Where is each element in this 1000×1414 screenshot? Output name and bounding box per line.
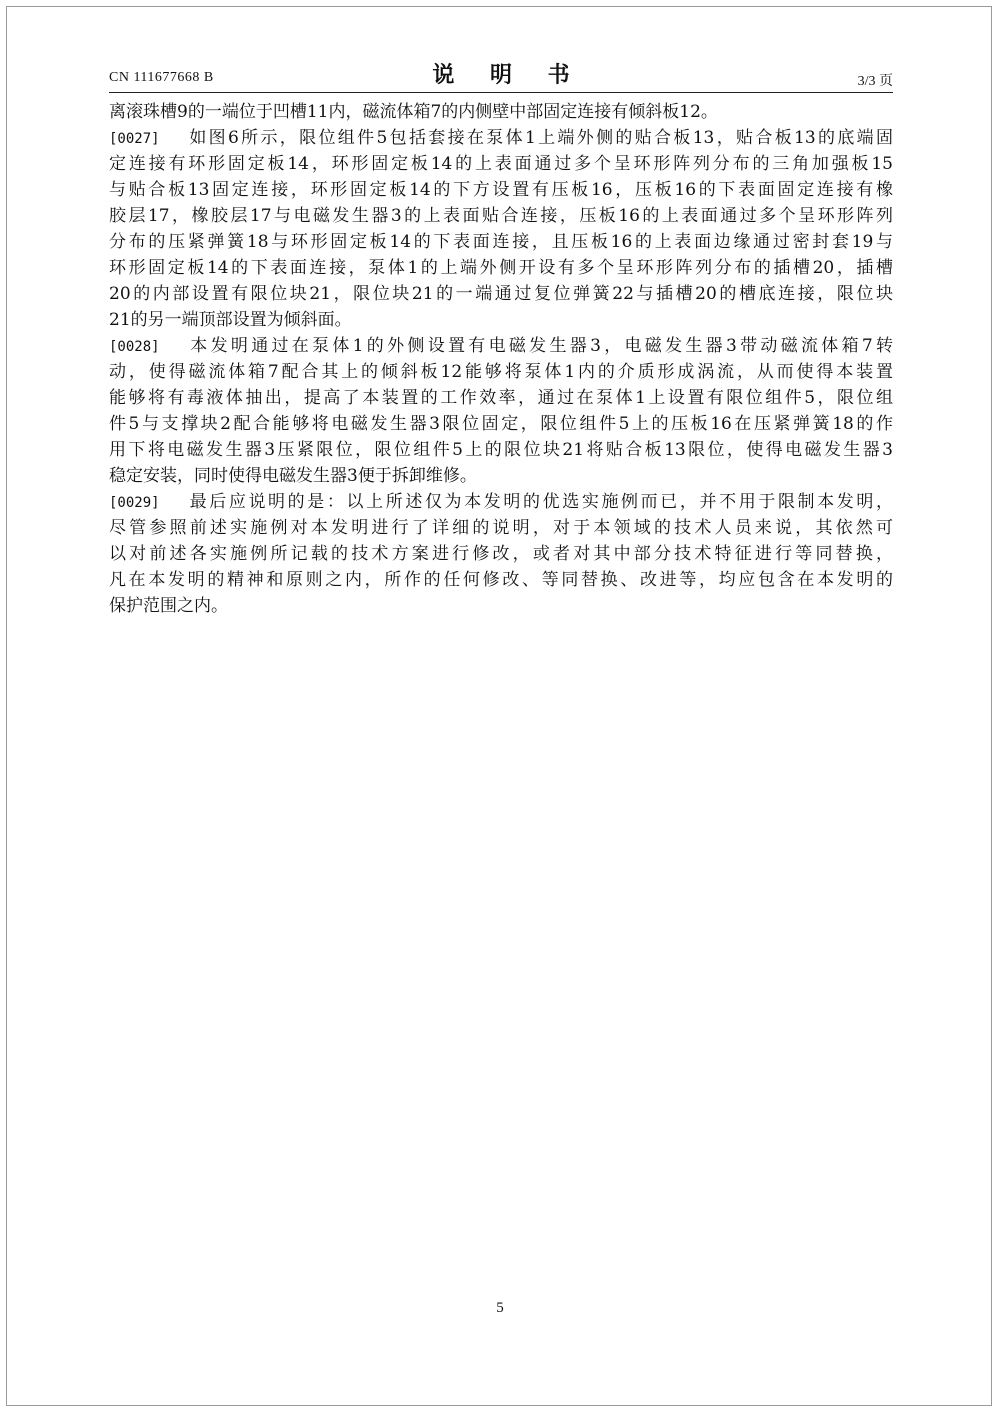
text-line: 最后应说明的是：以上所述仅为本发明的优选实施例而已，并不用于限制本发明， <box>187 492 893 512</box>
patent-number: CN 111677668 B <box>109 70 214 85</box>
text-line: 动，使得磁流体箱7配合其上的倾斜板12能够将泵体1内的介质形成涡流，从而使得本装置 <box>109 362 893 382</box>
text-line: 20的内部设置有限位块21，限位块21的一端通过复位弹簧22与插槽20的槽底连接，限位块 <box>109 284 893 304</box>
text-line: 离滚珠槽9的一端位于凹槽11内，磁流体箱7的内侧壁中部固定连接有倾斜板12。 <box>109 102 718 122</box>
document-body <box>109 99 893 619</box>
text-line: 用下将电磁发生器3压紧限位，限位组件5上的限位块21将贴合板13限位，使得电磁发生器3 <box>109 440 893 460</box>
paragraph-0029 <box>109 489 893 619</box>
paragraph-number: [0027] <box>109 131 160 147</box>
text-line: 定连接有环形固定板14，环形固定板14的上表面通过多个呈环形阵列分布的三角加强板15 <box>109 154 893 174</box>
paragraph-number: [0028] <box>109 339 160 355</box>
paragraph-0027 <box>109 125 893 333</box>
text-line: 环形固定板14的下表面连接，泵体1的上端外侧开设有多个呈环形阵列分布的插槽20，插槽 <box>109 258 893 278</box>
document-title: 说 明 书 <box>432 62 584 88</box>
text-line: 与贴合板13固定连接，环形固定板14的下方设置有压板16，压板16的下表面固定连接有橡 <box>109 180 893 200</box>
text-line: 胶层17，橡胶层17与电磁发生器3的上表面贴合连接，压板16的上表面通过多个呈环形阵列 <box>109 206 893 226</box>
page-number: 5 <box>496 1300 504 1316</box>
text-line: 能够将有毒液体抽出，提高了本装置的工作效率，通过在泵体1上设置有限位组件5，限位组 <box>109 388 893 408</box>
text-line: 分布的压紧弹簧18与环形固定板14的下表面连接，且压板16的上表面边缘通过密封套19与 <box>109 232 893 252</box>
paragraph-number: [0029] <box>109 495 160 511</box>
text-line: 件5与支撑块2配合能够将电磁发生器3限位固定，限位组件5上的压板16在压紧弹簧18的作 <box>109 414 893 434</box>
header-divider <box>109 92 893 93</box>
page-header <box>109 58 893 94</box>
text-line: 保护范围之内。 <box>109 596 228 616</box>
text-line: 尽管参照前述实施例对本发明进行了详细的说明，对于本领域的技术人员来说，其依然可 <box>109 518 893 538</box>
paragraph-0028 <box>109 333 893 489</box>
page-count: 3/3 页 <box>857 74 893 89</box>
text-line: 凡在本发明的精神和原则之内，所作的任何修改、等同替换、改进等，均应包含在本发明的 <box>109 570 893 590</box>
text-line: 以对前述各实施例所记载的技术方案进行修改，或者对其中部分技术特征进行等同替换， <box>109 544 893 564</box>
text-line: 本发明通过在泵体1的外侧设置有电磁发生器3，电磁发生器3带动磁流体箱7转 <box>187 336 893 356</box>
continuation-paragraph <box>109 99 893 125</box>
text-line: 21的另一端顶部设置为倾斜面。 <box>109 310 352 330</box>
text-line: 如图6所示，限位组件5包括套接在泵体1上端外侧的贴合板13，贴合板13的底端固 <box>187 128 893 148</box>
text-line: 稳定安装，同时使得电磁发生器3便于拆卸维修。 <box>109 466 477 486</box>
